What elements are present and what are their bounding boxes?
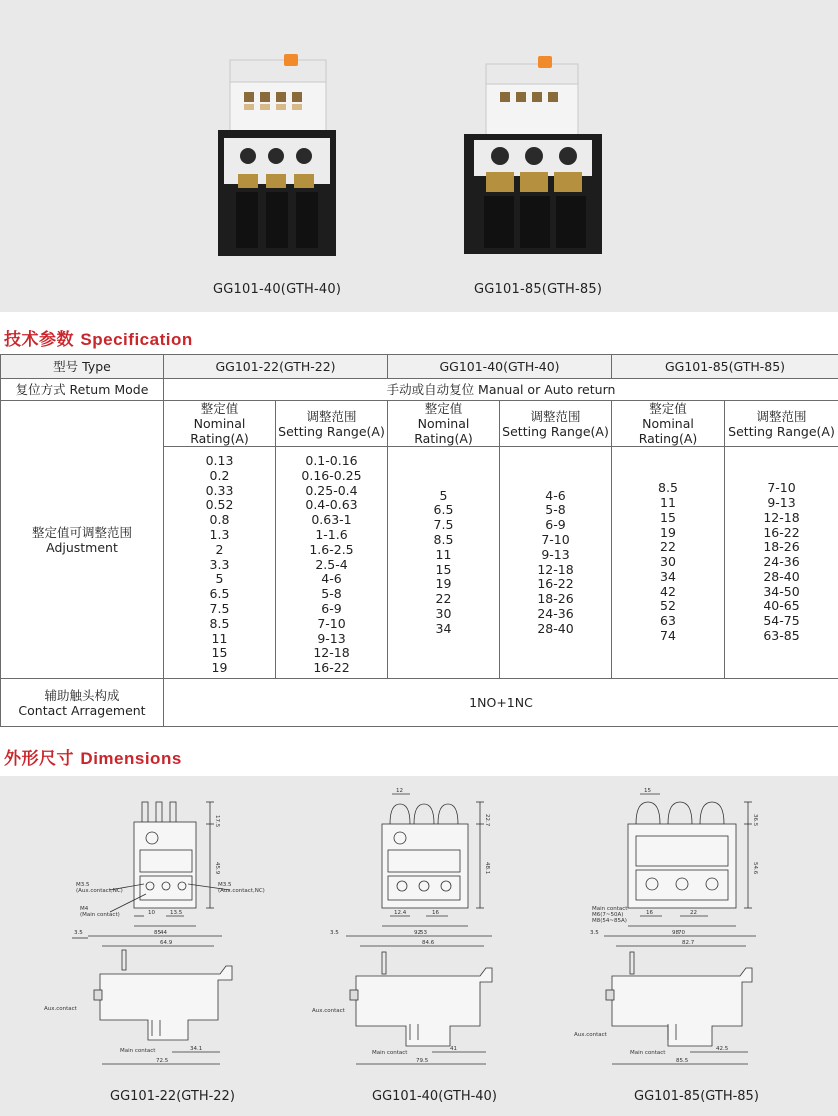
value-item: 0.1-0.16 [305, 453, 358, 468]
adjust-label-en: Adjustment [46, 539, 118, 555]
value-item: 0.4-0.63 [305, 497, 358, 513]
value-item: 74 [660, 628, 676, 644]
d40-e: 16 [432, 910, 439, 916]
value-item: 6-9 [545, 517, 566, 533]
d85s-main: Main contact [630, 1050, 666, 1056]
setting-cn: 调整范围 [530, 408, 581, 424]
value-item: 4-6 [545, 487, 566, 503]
dim-section-title [4, 744, 182, 769]
drawing-gth85-top [590, 786, 790, 936]
value-item: 9-13 [767, 494, 796, 510]
value-item: 0.8 [209, 512, 230, 528]
value-item: 22 [435, 591, 452, 607]
d40-a: 12 [396, 788, 403, 794]
value-item: 9-13 [541, 546, 570, 562]
d40s-aux: Aux.contact [312, 1008, 345, 1014]
value-item: 0.33 [205, 482, 234, 498]
value-item: 34 [660, 568, 676, 584]
d40-f: 53 [420, 930, 427, 936]
value-item: 7.5 [209, 600, 230, 616]
value-item: 22 [660, 539, 676, 555]
d22s-c: 64.9 [160, 940, 173, 946]
d40s-main: Main contact [372, 1050, 408, 1056]
value-item: 11 [211, 630, 228, 646]
gth22-nominal-values [164, 447, 276, 679]
value-item: 63-85 [763, 628, 800, 644]
value-item: 19 [211, 660, 228, 676]
value-item: 28-40 [537, 620, 574, 636]
type-label: 型号 Type [1, 355, 164, 379]
value-item: 19 [660, 524, 676, 540]
nominal-cn: 整定值 [200, 401, 239, 416]
value-item: 11 [660, 494, 676, 510]
d22-aux-right: M3.5 (Aux.contact,NC) [218, 882, 265, 894]
value-item: 30 [660, 554, 676, 570]
value-item: 15 [435, 561, 452, 577]
d22s-d: 34.1 [190, 1046, 203, 1052]
d22s-main: Main contact [120, 1048, 156, 1054]
value-item: 0.13 [205, 453, 234, 468]
value-item: 8.5 [433, 531, 454, 547]
d40s-b: 92 [414, 930, 421, 936]
value-item: 24-36 [537, 605, 574, 621]
nominal-en: Nominal Rating(A) [638, 416, 698, 446]
d85s-aux: Aux.contact [574, 1032, 607, 1038]
specification-table [0, 354, 838, 727]
value-item: 28-40 [763, 568, 800, 584]
setting-en: Setting Range(A) [728, 423, 835, 439]
model-gth85: GG101-85(GTH-85) [612, 355, 838, 379]
d22s-a: 3.5 [74, 930, 83, 936]
value-item: 0.52 [205, 497, 234, 513]
value-item: 63 [660, 613, 676, 629]
d85-main: Main contact M6(7~50A) M8(54~85A) [592, 906, 628, 924]
value-item: 11 [435, 546, 452, 562]
relay-photo-gth40 [210, 52, 350, 262]
dim-title-cn: 外形尺寸 [4, 749, 74, 769]
value-item: 6.5 [209, 586, 230, 602]
value-item: 0.2 [209, 467, 230, 483]
value-item: 12-18 [537, 561, 574, 577]
contact-label-cn: 辅助触头构成 [44, 687, 120, 703]
dim-caption-gth22: GG101-22(GTH-22) [110, 1089, 235, 1104]
adjust-header-row [1, 401, 838, 447]
d22-main: M4 (Main contact) [80, 906, 120, 918]
value-item: 30 [435, 605, 452, 621]
value-item: 5-8 [545, 502, 566, 518]
value-item: 34 [435, 620, 452, 636]
gth40-setting-values [500, 447, 612, 679]
gth85-nominal-values [612, 447, 725, 679]
adjust-label-cn: 整定值可调整范围 [31, 524, 132, 540]
d40s-a: 3.5 [330, 930, 339, 936]
photo-caption-right: GG101-85(GTH-85) [474, 282, 603, 297]
d22-w3: 44 [160, 930, 167, 936]
d40-c: 48.1 [484, 862, 490, 875]
value-item: 15 [660, 509, 676, 525]
d22-h2: 45.9 [214, 862, 220, 875]
d40-d: 12.4 [394, 910, 407, 916]
value-item: 16-22 [313, 660, 350, 676]
gth40-nominal-values [388, 447, 500, 679]
spec-title-cn: 技术参数 [4, 330, 74, 350]
nominal-cn: 整定值 [424, 401, 463, 416]
d22-w1: 10 [148, 910, 155, 916]
gth85-setting-values [725, 447, 838, 679]
drawing-gth85-side [572, 928, 792, 1068]
adjust-label [1, 401, 164, 679]
nominal-header-40 [388, 401, 500, 447]
value-item: 12-18 [313, 645, 350, 661]
setting-header-40 [500, 401, 612, 447]
d85-f: 70 [678, 930, 685, 936]
value-item: 7-10 [317, 615, 346, 631]
contact-label [1, 679, 164, 727]
value-item: 16-22 [537, 576, 574, 592]
value-item: 24-36 [763, 554, 800, 570]
d85-c: 54.6 [752, 862, 758, 875]
value-item: 1.6-2.5 [309, 541, 354, 557]
nominal-cn: 整定值 [649, 401, 687, 416]
nominal-en: Nominal Rating(A) [414, 416, 473, 446]
contact-label-en: Contact Arragement [18, 702, 146, 718]
value-item: 54-75 [763, 613, 800, 629]
value-item: 16-22 [763, 524, 800, 540]
value-item: 42 [660, 583, 676, 599]
d22-w2: 13.5 [170, 910, 183, 916]
value-item: 18-26 [537, 591, 574, 607]
setting-cn: 调整范围 [756, 408, 807, 424]
spec-section-title [4, 325, 193, 350]
dim-caption-gth85: GG101-85(GTH-85) [634, 1089, 759, 1104]
d85s-e: 85.5 [676, 1058, 689, 1064]
value-item: 34-50 [763, 583, 800, 599]
value-item: 12-18 [763, 509, 800, 525]
setting-header-22 [276, 401, 388, 447]
d85-b: 36.5 [752, 814, 758, 827]
d40s-d: 41 [450, 1046, 457, 1052]
value-item: 8.5 [658, 480, 678, 496]
value-item: 6.5 [433, 502, 454, 518]
value-item: 40-65 [763, 598, 800, 614]
d85-e: 22 [690, 910, 697, 916]
value-item: 2.5-4 [315, 556, 348, 572]
setting-cn: 调整范围 [306, 408, 357, 424]
value-item: 0.25-0.4 [305, 482, 358, 498]
relay-photo-gth85 [460, 52, 610, 262]
value-item: 18-26 [763, 539, 800, 555]
setting-header-85 [725, 401, 838, 447]
value-item: 7-10 [541, 531, 570, 547]
drawing-gth40-top [330, 786, 530, 936]
dim-title-en: Dimensions [80, 749, 182, 768]
dim-caption-gth40: GG101-40(GTH-40) [372, 1089, 497, 1104]
d22s-aux: Aux.contact [44, 1006, 77, 1012]
d40s-e: 79.5 [416, 1058, 429, 1064]
value-item: 9-13 [317, 630, 346, 646]
d85s-b: 98 [672, 930, 679, 936]
value-item: 15 [211, 645, 228, 661]
value-item: 1.3 [209, 526, 230, 542]
d22s-b: 85 [154, 930, 161, 936]
value-item: 7-10 [767, 480, 796, 496]
drawing-gth40-side [310, 928, 530, 1068]
reset-label: 复位方式 Retum Mode [1, 379, 164, 401]
d85-d: 16 [646, 910, 653, 916]
type-row [1, 355, 838, 379]
gth22-setting-values [276, 447, 388, 679]
photo-caption-left: GG101-40(GTH-40) [213, 282, 342, 297]
drawing-gth22-side [42, 928, 262, 1068]
value-item: 4-6 [321, 571, 342, 587]
value-item: 6-9 [321, 600, 342, 616]
product-photo-panel [0, 0, 838, 312]
d40-b: 22.7 [484, 814, 490, 827]
value-item: 8.5 [209, 615, 230, 631]
model-gth40: GG101-40(GTH-40) [388, 355, 612, 379]
dimensions-panel [0, 776, 838, 1116]
value-item: 5 [439, 487, 448, 503]
value-item: 3.3 [209, 556, 230, 572]
d22-h1: 17.5 [214, 815, 220, 828]
reset-value: 手动或自动复位 Manual or Auto return [164, 379, 838, 401]
value-item: 7.5 [433, 517, 454, 533]
d85s-d: 42.5 [716, 1046, 729, 1052]
value-item: 5-8 [321, 586, 342, 602]
model-gth22: GG101-22(GTH-22) [164, 355, 388, 379]
setting-en: Setting Range(A) [278, 423, 385, 439]
contact-value: 1NO+1NC [164, 679, 838, 727]
drawing-gth22-top [70, 786, 270, 936]
value-item: 52 [660, 598, 676, 614]
value-item: 0.63-1 [311, 512, 352, 528]
value-item: 2 [215, 541, 224, 557]
value-item: 19 [435, 576, 452, 592]
value-item: 5 [215, 571, 224, 587]
value-item: 1-1.6 [315, 526, 348, 542]
d85s-a: 3.5 [590, 930, 599, 936]
d85s-c: 82.7 [682, 940, 695, 946]
d40s-c: 84.6 [422, 940, 435, 946]
contact-row [1, 679, 838, 727]
d22s-e: 72.5 [156, 1058, 169, 1064]
nominal-header-22 [164, 401, 276, 447]
reset-mode-row [1, 379, 838, 401]
nominal-en: Nominal Rating(A) [190, 416, 249, 446]
setting-en: Setting Range(A) [502, 423, 609, 439]
d22-aux-left: M3.5 (Aux.contact,NC) [76, 882, 123, 894]
value-item: 0.16-0.25 [301, 467, 362, 483]
spec-title-en: Specification [80, 330, 193, 349]
d85-a: 15 [644, 788, 651, 794]
nominal-header-85 [612, 401, 725, 447]
